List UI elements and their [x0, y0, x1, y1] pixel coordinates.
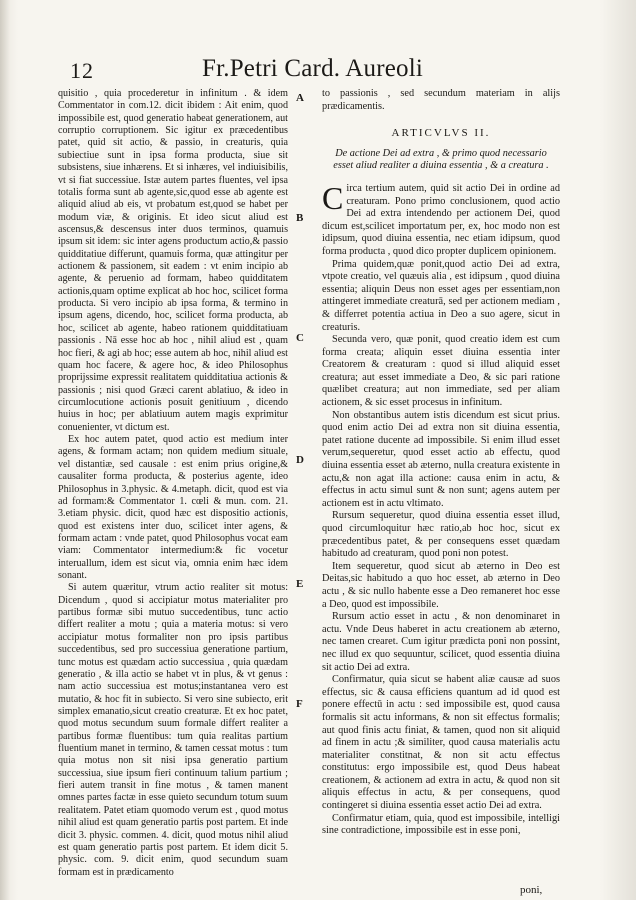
left-paragraph-1: quisitio , quia procederetur in infinitum . & idem Commentator in com.12. dicit ibidem : Ait enim, quod impossibile est, quod generatio habeat generationem, aut corruptio corruptionem. Sic igitur ex præcedentibus patet, quid sit actio, & passio, in creaturis, quia subiectiue sunt in ipsa forma producta, siue sit subsistens, siue inhærens. Et si inhæres, vel indiuisibilis, vt si fiat successiue. Istæ autem partes fluentes, vel ipsa totalis forma sunt ab agente,sic,quod esse ab agente est aliquid aliud ab eis, vt probatum est,quod se habet per modum viæ, & originis. Et ideo sicut aliud est ascensus,& descensus inter duos terminos, quamuis ipsum sit idem: sic inter agens productum actio,& passio quidditatiue differunt, quamuis forma, quæ attingitur per actionem & passionem, sit eadem : vt enim incipio ab agente, & peruenio ad formam, habeo quidditatem actionis,quam optime explicat ab hoc hoc, scilicet forma producta. Si vero incipio ab ipsa forma, & termino in ipsum agens, dicendo, hoc, scilicet forma producta, ab hoc, scilicet ab agente, habeo rationem quidditatiuam passionis . Nā esse hoc ab hoc , nihil aliud est , quam hoc fieri, & agi ab hoc; esse autem ab hoc, nihil aliud est quam hoc facere, & agere hoc, & ideo Philosophus proprijssime expressit realitatem quidditatiua actionis & passionis ; nisi quod Græci carent ablatiuo, & ideo in circumlocutione actionis posuit genitiuum , dicendo huius in hoc; per ablatiuum autem magis exprimitur conuenienter, vt dictum est.: [58, 88, 288, 433]
margin-marker-e: E: [296, 578, 304, 590]
article-subtitle: De actione Dei ad extra , & primo quod necessario esset aliud realiter a diuina essentia , & a creatura .: [333, 147, 549, 172]
right-paragraph-3: Secunda vero, quæ ponit, quod creatio idem est cum forma creata; aliquin esset diuina essentia inter Creatorem & creaturam : quod si illud aliquid esset creatura; aut esset immediate a Deo, & sic pari ratione quælibet creatura; aut non immediate, sed per aliam actionem, & sic esset procesus in infinitum.: [322, 334, 560, 409]
right-paragraph-2: Prima quidem,quæ ponit,quod actio Dei ad extra, vtpote creatio, vel quæuis alia , est idipsum , quod diuina essentia; aliquin Deus non esset ages per essentiam,non attingeret immediate creaturā, sed per actionem mediam , & differret potentia actiua in Deo a suo agere, sicut in creaturis.: [322, 258, 560, 333]
margin-marker-a: A: [296, 92, 304, 104]
catchword: poni,: [520, 884, 543, 896]
article-title: ARTICVLVS II.: [391, 127, 491, 140]
right-paragraph-4: Non obstantibus autem istis dicendum est sicut prius. quod enim actio Dei ad extra non sit diuina essentia, patet ratione ducente ad impossibile. Si enim illud esset verum,sequeretur, quod esset actio ab effectu, quod diuina essentia esset ab æterno, nulla creatura existente in actu,& non agat illa actione: causa enim in actu, & effectus in actu simul sunt & non sunt; agens autem per actionem est in actu vltimato.: [322, 409, 560, 509]
right-paragraph-1: [322, 179, 560, 259]
running-head: Fr.Petri Card. Aureoli: [202, 55, 424, 82]
right-paragraph-9: Confirmatur etiam, quia, quod est impossibile, intelligi sine contradictione, impossibile est in esse poni,: [322, 812, 560, 837]
margin-marker-c: C: [296, 332, 304, 344]
right-paragraph-7: Rursum actio esset in actu , & non denominaret in actu. Vnde Deus haberet in actu creationem ab æterno, nec tamen crearet. Cum igitur prædicta poni non possint, nec illud ex quo sequuntur, scilicet, quod essentia diuina sit actio Dei ad extra.: [322, 611, 560, 673]
right-paragraph-6: Item sequeretur, quod sicut ab æterno in Deo est Deitas,sic habitudo a quo hoc esset, ab æterno in Deo actu , & sic nullo habente esse a Deo remaneret hoc esse a Deo, quod est impossibile.: [322, 560, 560, 610]
right-paragraph-1-text: irca tertium autem, quid sit actio Dei in ordine ad creaturam. Pono primo conclusionem, quod actio Dei ad extra intendendo per actionem Dei, quod dicum est,scilicet importatum per, ex, hoc modo non est idipsum, quod diuina essentia, nec etiam idipsum, quod forma producta , quod dico propter duplicem opinionem.: [322, 182, 560, 257]
left-column: [58, 88, 288, 879]
right-paragraph-8: Confirmatur, quia sicut se habent aliæ causæ ad suos effectus, sic & causa efficiens quantum ad id quod est ponere effectū in actu : sed impossibile est, quod causa formalis sit actu informans, & non sit effectus formalis; aut quod finis actu finiat, & tamen, quod non sit aliquid ad finem in actu ;& similiter, quod causa materialis actu materialiter constitnat, & non sit actu effectus constitutus: ergo impossibile est, quod Deus habeat creationem, & actionem ad extra in actu, & quod non sit aliquis effectus in actu, & per consequens, quod contingeret si diuina essentia esset actio Dei ad extra.: [322, 674, 560, 812]
drop-cap: C: [322, 179, 344, 216]
left-paragraph-2: Ex hoc autem patet, quod actio est medium inter agens, & formam actam; non quidem medium situale, vel distantiæ, sed causale : est enim prius origine,& causaliter forma producta, & posterius agente, ideo Philosophus in 3.physic. & 4.metaph. dicit, quod est via ad formam:& Commentator 1. cœli & mun. com. 21. 3.etiam physic. dicit, quod hæc est dispositio actionis, quod est existens inter duo, scilicet inter agens, & formam actam : vnde patet, quod Philosophus vocat eam viam: Commentator intermedium:& fic vocetur interuallum, idem est sicut via, omnia enim hæc idem sonant.: [58, 434, 288, 582]
right-paragraph-5: Rursum sequeretur, quod diuina essentia esset illud, quod circumloquitur hæc ratio,ab hoc hoc, sicut ex præcedentibus patet, & per consequens esset quædam habitudo ad creaturam, quod poni non potest.: [322, 510, 560, 560]
margin-marker-d: D: [296, 454, 304, 466]
margin-marker-b: B: [296, 212, 304, 224]
margin-marker-f: F: [296, 698, 303, 710]
page-number: 12: [70, 58, 94, 83]
right-column: [322, 88, 560, 838]
left-paragraph-3: Si autem quæritur, vtrum actio realiter sit motus: Dicendum , quod si accipiatur motus materialiter pro partibus formæ sibi mutuo succedentibus, tunc actio differt realiter a motu ; quia a materia motus: si vero accipiatur motus formaliter non pro ipsis partibus succedentibus, sed pro successiua generatione partium, tunc motus est quædam actio successiua , quia quædam generatio , & illa actio se habet vt in plus, & vt genus : nam actio successiua est motus;instantanea vero est mutatio, & hoc fit in subiecto. Si vero sine subiecto, erit simplex emanatio,sicut creatio creaturæ. Et ex hoc patet, quod motus secundum suum formale differt realiter a partibus formæ fluentibus: tum quia realitas partium fluentium manet in termino, & tamen cessat motus : tum quia motus non sit nisi ipsa generatio partium successiua, siue ipsum fieri continuum talium partium ; fieri autem transit in fine motus , & tamen manent omnes partes factæ in esse quieto secundum totum suum realitatem. Patet etiam quomodo verum est , quod motus nihil aliud est quam generatio partis post partem. Et inde dicit 3. physic. commen. 4. dicit, quod motus nihil aliud est quam generatio partis post partem. Et idem dicit 5. physic. com. 9. dicit enim, quod secundum suam formam est in prædicamento: [58, 582, 288, 878]
right-intro: to passionis , sed secundum materiam in alijs prædicamentis.: [322, 88, 560, 112]
binding-shadow: [0, 0, 10, 900]
